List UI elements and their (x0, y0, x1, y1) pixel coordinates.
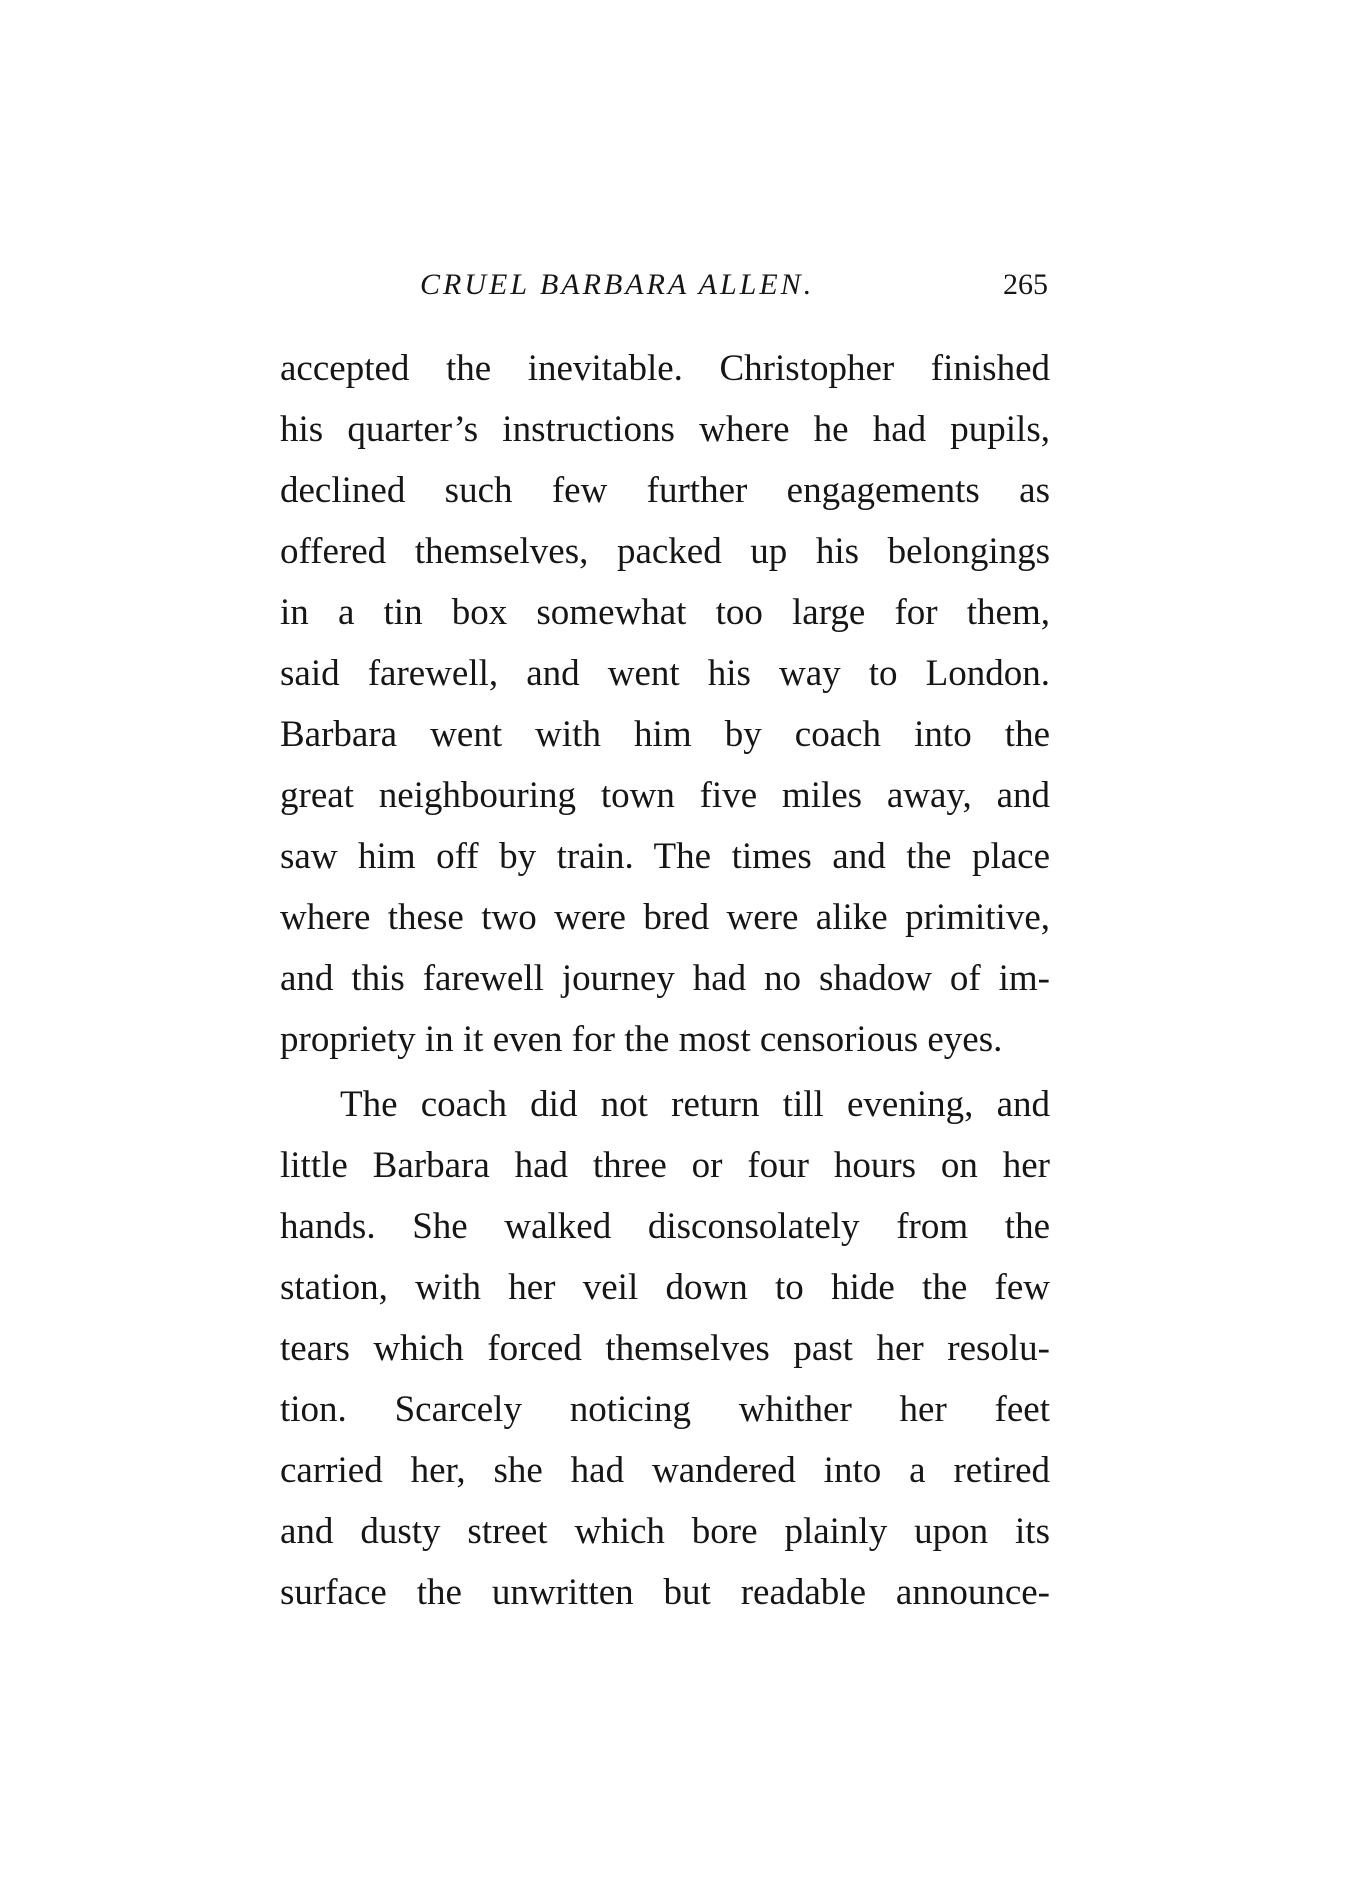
text-line: propriety in it even for the most censorious eyes. (280, 1019, 1003, 1060)
text-line: his quarter’s instructions where he had pupils, (280, 409, 1050, 450)
text-line: accepted the inevitable. Christopher finished (280, 348, 1050, 389)
body-text (280, 338, 1050, 1623)
running-head (280, 268, 1060, 318)
page-number: 265 (1003, 268, 1048, 301)
text-line: and dusty street which bore plainly upon its (280, 1511, 1050, 1552)
text-line: tears which forced themselves past her resolu- (280, 1328, 1050, 1369)
text-line: saw him off by train. The times and the place (280, 836, 1050, 877)
text-line: great neighbouring town five miles away, and (280, 775, 1050, 816)
text-line: hands. She walked disconsolately from the (280, 1206, 1050, 1247)
paragraph-1 (280, 338, 1050, 1070)
running-title: CRUEL BARBARA ALLEN. (420, 268, 815, 301)
text-line: surface the unwritten but readable announce- (280, 1572, 1050, 1613)
text-line: little Barbara had three or four hours on her (280, 1145, 1050, 1186)
text-line: tion. Scarcely noticing whither her feet (280, 1389, 1050, 1430)
text-line: in a tin box somewhat too large for them, (280, 592, 1050, 633)
text-line: where these two were bred were alike primitive, (280, 897, 1050, 938)
text-line: and this farewell journey had no shadow of im- (280, 958, 1050, 999)
text-line: The coach did not return till evening, and (340, 1084, 1050, 1125)
text-line: said farewell, and went his way to London. (280, 653, 1050, 694)
text-line: carried her, she had wandered into a retired (280, 1450, 1050, 1491)
text-line: declined such few further engagements as (280, 470, 1050, 511)
text-line: station, with her veil down to hide the few (280, 1267, 1050, 1308)
text-line: offered themselves, packed up his belongings (280, 531, 1050, 572)
text-line: Barbara went with him by coach into the (280, 714, 1050, 755)
paragraph-2 (280, 1074, 1050, 1623)
